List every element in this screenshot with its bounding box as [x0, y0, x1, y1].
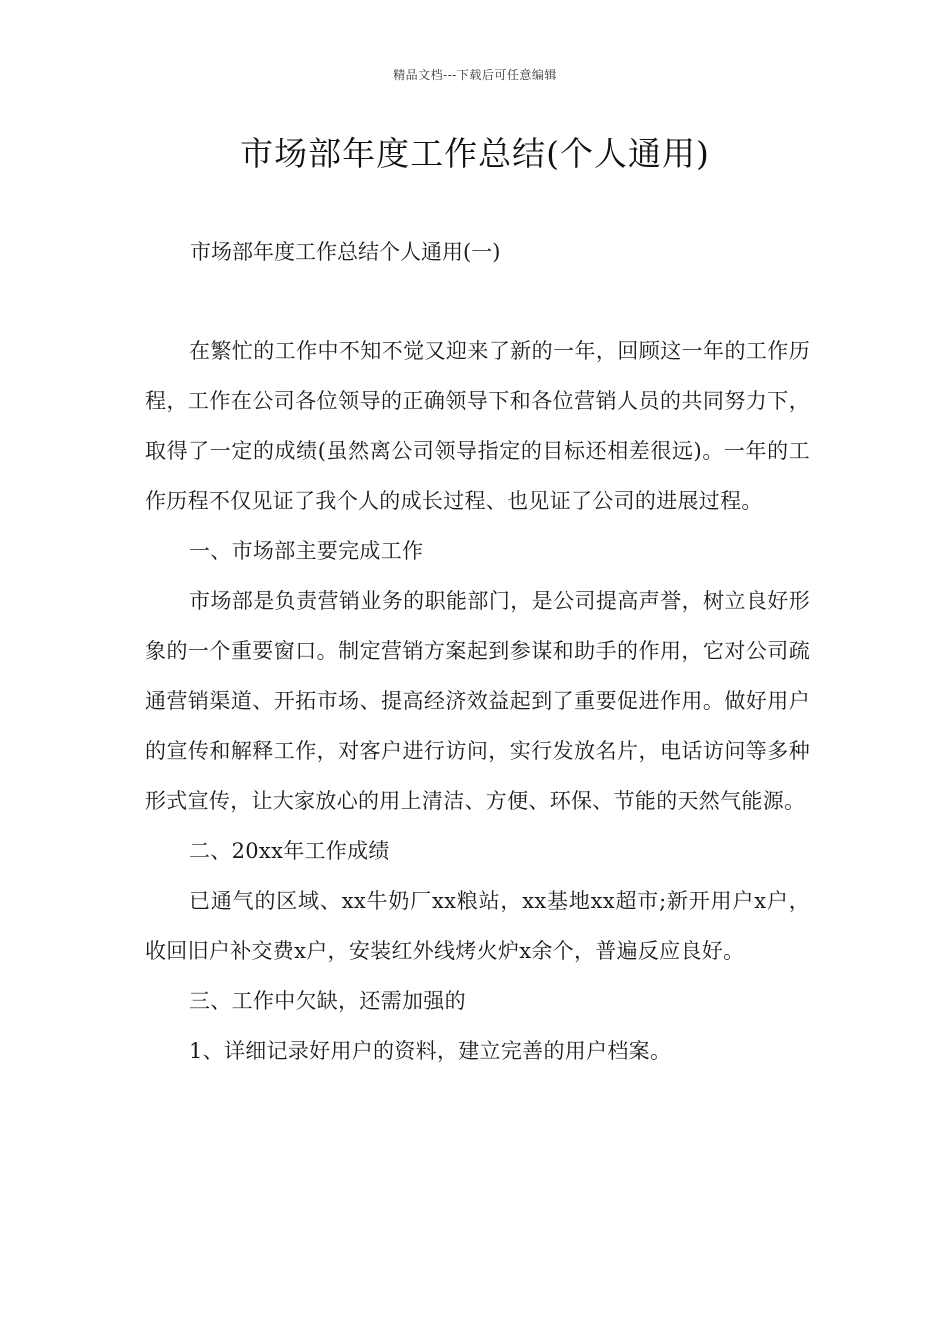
document-subtitle: 市场部年度工作总结个人通用(一) [190, 240, 501, 264]
list-item-1: 1、详细记录好用户的资料，建立完善的用户档案。 [189, 1039, 672, 1063]
header-note: 精品文档---下载后可任意编辑 [393, 68, 557, 82]
paragraph-section-1: 市场部是负责营销业务的职能部门，是公司提高声誉，树立良好形象的一个重要窗口。制定营销方案起到参谋和助手的作用，它对公司疏通营销渠道、开拓市场、提高经济效益起到了重要促进作用。做好用户的宣传和解释工作，对客户进行访问，实行发放名片，电话访问等多种形式宣传，让大家放心的用上清洁、方便、环保、节能的天然气能源。 [145, 589, 810, 813]
section-heading-2: 二、20xx年工作成绩 [189, 839, 390, 863]
paragraph-section-2: 已通气的区域、xx牛奶厂xx粮站，xx基地xx超市;新开用户x户，收回旧户补交费x户，安装红外线烤火炉x余个，普遍反应良好。 [145, 889, 810, 963]
paragraph-intro: 在繁忙的工作中不知不觉又迎来了新的一年，回顾这一年的工作历程，工作在公司各位领导的正确领导下和各位营销人员的共同努力下，取得了一定的成绩(虽然离公司领导指定的目标还相差很远)。一年的工作历程不仅见证了我个人的成长过程、也见证了公司的进展过程。 [145, 339, 810, 513]
section-heading-1: 一、市场部主要完成工作 [189, 539, 424, 563]
document-title: 市场部年度工作总结(个人通用) [240, 134, 710, 173]
section-heading-3: 三、工作中欠缺，还需加强的 [189, 989, 466, 1013]
document-body [145, 326, 810, 1076]
